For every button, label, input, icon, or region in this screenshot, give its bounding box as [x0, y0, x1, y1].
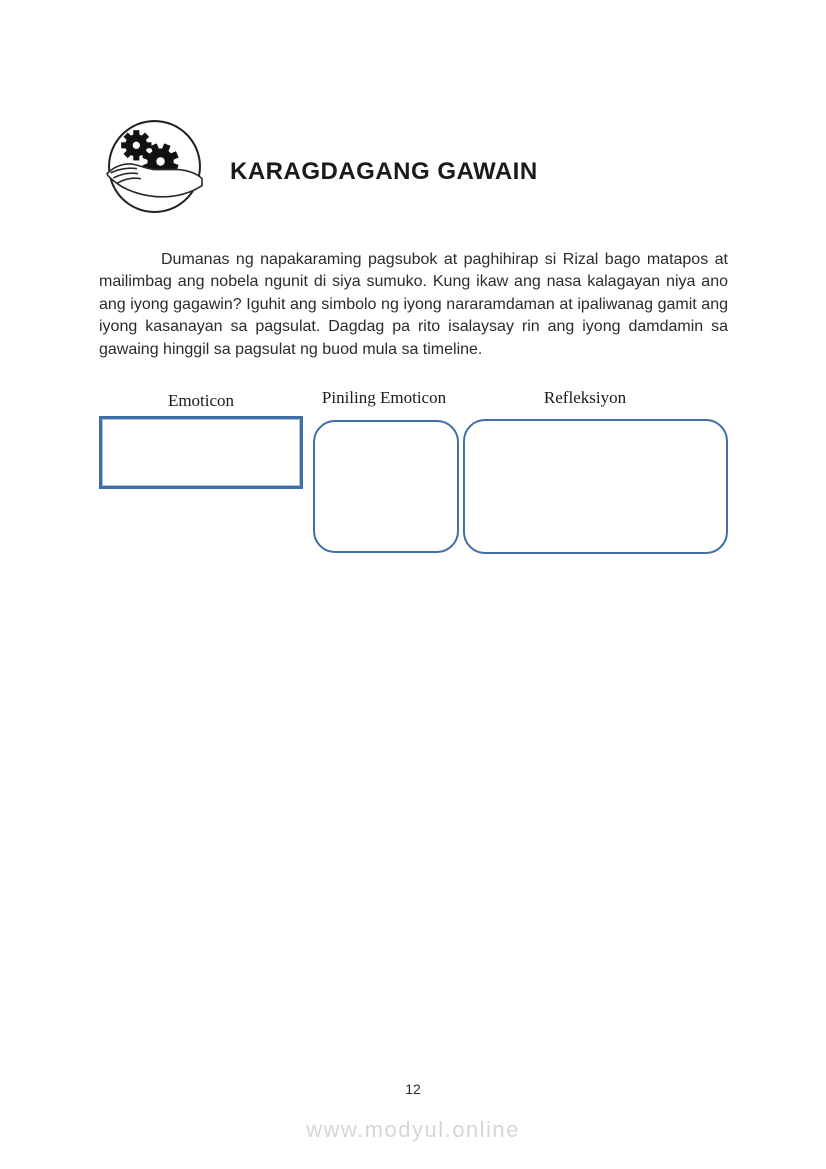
gears-on-hand-icon: [106, 116, 203, 213]
piniling-emoticon-answer-box[interactable]: [313, 420, 459, 553]
label-emoticon: Emoticon: [167, 391, 235, 410]
refleksiyon-answer-box[interactable]: [463, 419, 728, 554]
hand-icon: [107, 164, 202, 197]
emoticon-answer-box[interactable]: [99, 416, 303, 489]
watermark-text: www.modyul.online: [306, 1117, 520, 1142]
page-number: 12: [405, 1081, 421, 1097]
label-piniling-emoticon: Piniling Emoticon: [321, 388, 447, 407]
label-refleksiyon: Refleksiyon: [543, 388, 627, 407]
instructions-paragraph: Dumanas ng napakaraming pagsubok at paghihirap si Rizal bago matapos at mailimbag ang nobela ngunit di siya sumuko. Kung ikaw ang nasa kalagayan niya ano ang iyong gagawin? Iguhit ang simbolo ng iyong nararamdaman at ipaliwanag gamit ang iyong kasanayan sa pagsulat. Dagdag pa rito isalaysay rin ang iyong damdamin sa gawaing hinggil sa pagsulat ng buod mula sa timeline.: [99, 251, 728, 358]
page-title: KARAGDAGANG GAWAIN: [230, 158, 538, 185]
